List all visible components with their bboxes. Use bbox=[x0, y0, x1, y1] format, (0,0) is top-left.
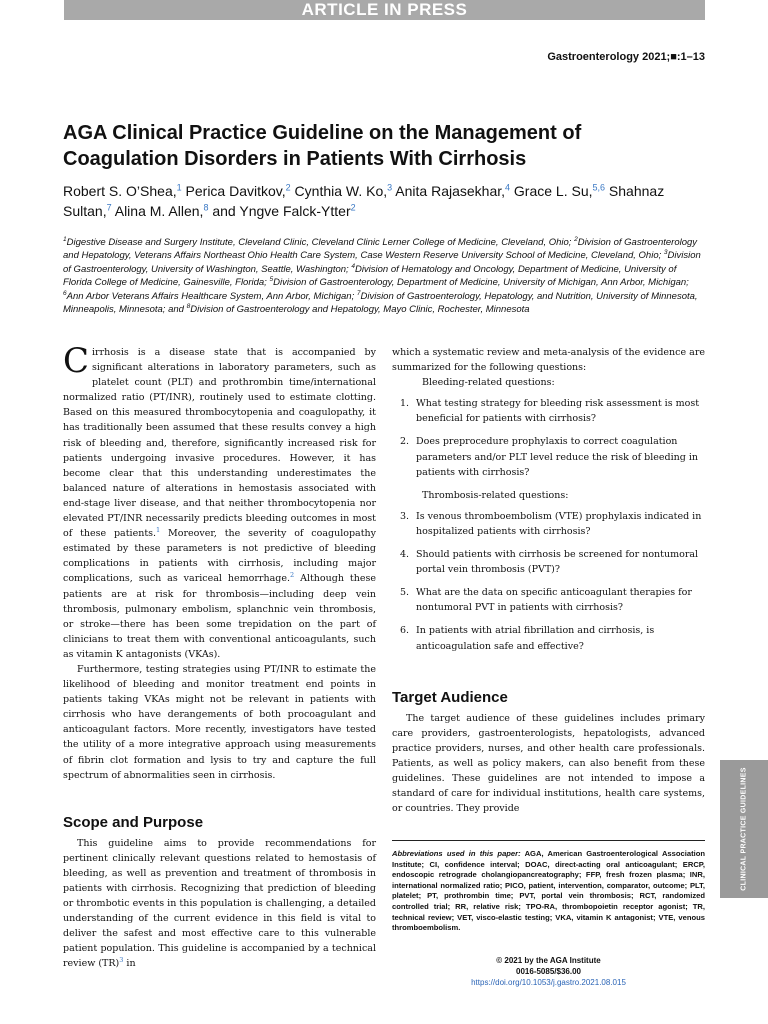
question-text: What are the data on specific anticoagulant therapies for nontumoral PVT in patients with cirrhosis? bbox=[416, 587, 692, 614]
article-in-press-banner: ARTICLE IN PRESS bbox=[64, 0, 705, 20]
question-text: In patients with atrial fibrillation and cirrhosis, is anticoagulation safe and effective? bbox=[416, 625, 655, 652]
copyright-line: © 2021 by the AGA Institute bbox=[496, 956, 601, 965]
intro-text-b: Moreover, the severity of coagulopathy estimated by these parameters is not predictive of bleeding complications in patients with cirrhosis, including major complications, such as variceal hemorrhage. bbox=[63, 528, 376, 585]
scope-text-b: in bbox=[123, 958, 136, 970]
question-item bbox=[392, 396, 705, 426]
questions-intro: which a systematic review and meta-analysis of the evidence are summarized for the following questions: bbox=[392, 347, 705, 374]
question-number: 6. bbox=[400, 625, 410, 637]
affiliation-text: Division of Gastroenterology and Hepatology, Veterans Affairs Northeast Ohio Health Care System, Case Western Reserve University School of Medicine, Cleveland, Ohio; bbox=[63, 237, 698, 262]
affiliation-number: 5 bbox=[269, 276, 274, 284]
abbreviations-lead: Abbreviations used in this paper: bbox=[392, 849, 521, 858]
intro-text-a: irrhosis is a disease state that is accompanied by significant alterations in laboratory parameters, such as platelet count (PLT) and prothrombin time/international normalized ratio (PT/INR), routinely used to estimate clotting. Based on this measured thrombocytopenia and coagulopathy, it has traditionally been assumed that these results convey a high risk of bleeding and, therefore, significantly increased risk for patients undergoing invasive procedures. However, it has become clear that this understanding underestimates the balanced nature of alterations in hemostasis associated with end-stage liver disease, and that neither thrombocytopenia nor elevated PT/INR necessarily predicts bleeding outcomes in most of these patients. bbox=[63, 347, 376, 540]
question-number: 3. bbox=[400, 510, 410, 522]
article-title: AGA Clinical Practice Guideline on the Management of Coagulation Disorders in Patients With Cirrhosis bbox=[63, 122, 582, 170]
author-affiliation-ref[interactable]: 5,6 bbox=[592, 182, 606, 193]
citation-2[interactable]: 2 bbox=[289, 571, 295, 580]
side-tab-label: CLINICAL PRACTICE GUIDELINES bbox=[740, 767, 748, 891]
author-name: Alina M. Allen, bbox=[114, 203, 204, 219]
affiliation-number: 4 bbox=[351, 262, 355, 270]
intro-paragraph-1 bbox=[63, 341, 376, 662]
section-side-tab bbox=[720, 760, 768, 898]
author-name: Cynthia W. Ko, bbox=[294, 183, 388, 199]
scope-heading: Scope and Purpose bbox=[63, 813, 204, 831]
question-text: What testing strategy for bleeding risk assessment is most beneficial for patients with cirrhosis? bbox=[416, 398, 700, 425]
copyright-block bbox=[392, 955, 705, 988]
affiliation-number: 2 bbox=[574, 235, 578, 243]
bleeding-question-list bbox=[392, 396, 705, 479]
left-column bbox=[63, 341, 376, 972]
issn-price: 0016-5085/$36.00 bbox=[516, 967, 581, 976]
author-affiliation-ref[interactable]: 2 bbox=[350, 202, 356, 213]
author-name: Anita Rajasekhar, bbox=[395, 183, 506, 199]
author-name: Grace L. Su, bbox=[513, 183, 593, 199]
target-audience-heading: Target Audience bbox=[392, 688, 508, 706]
affiliation-number: 3 bbox=[663, 249, 668, 257]
author bbox=[115, 203, 209, 219]
journal-citation: Gastroenterology 2021;■:1–13 bbox=[547, 51, 705, 63]
affiliation-number: 6 bbox=[63, 289, 67, 297]
author-name: and Yngve Falck-Ytter bbox=[212, 203, 351, 219]
affiliation-text: Digestive Disease and Surgery Institute, Cleveland Clinic, Cleveland Clinic Lerner College of Medicine, Cleveland, Ohio; bbox=[66, 237, 572, 248]
question-number: 4. bbox=[400, 549, 410, 561]
author-affiliation-ref[interactable]: 2 bbox=[285, 182, 291, 193]
question-item bbox=[392, 585, 705, 615]
affiliations bbox=[63, 236, 705, 316]
author-affiliation-ref[interactable]: 4 bbox=[505, 182, 511, 193]
intro-paragraph-2: Furthermore, testing strategies using PT/INR to estimate the likelihood of bleeding and monitor treatment end points in patients taking VKAs might not be relevant in patients with cirrhosis who have derangements of both procoagulant and anticoagulant factors. More recently, investigators have tested the utility of a more integrative approach using measurements of fibrin clot formation and lysis to try and capture the full spectrum of abnormalities seen in cirrhosis. bbox=[63, 663, 376, 781]
scope-paragraph bbox=[63, 836, 376, 972]
question-text: Should patients with cirrhosis be screened for nontumoral portal vein thrombosis (PVT)? bbox=[416, 549, 699, 576]
author-name: Robert S. O’Shea, bbox=[63, 183, 177, 199]
question-number: 5. bbox=[400, 587, 410, 599]
intro-text-c: Although these patients are at risk for thrombosis—including deep vein thrombosis, pulmonary embolism, splanchnic vein thrombosis, or stroke—there has been some trepidation on the part of clinicians to treat them with conventional anticoagulants, such as vitamin K antagonists (VKAs). bbox=[63, 573, 376, 660]
author-affiliation-ref[interactable]: 7 bbox=[106, 202, 112, 213]
author-affiliation-ref[interactable]: 8 bbox=[203, 202, 209, 213]
author bbox=[295, 183, 393, 199]
citation-1[interactable]: 1 bbox=[156, 525, 161, 534]
author bbox=[212, 203, 355, 219]
question-text: Is venous thromboembolism (VTE) prophylaxis indicated in hospitalized patients with cirrhosis? bbox=[416, 510, 702, 537]
affiliation-text: Division of Gastroenterology, Department of Medicine, University of Michigan, Ann Arbor, Michigan; bbox=[273, 277, 689, 289]
author bbox=[395, 183, 510, 199]
drop-cap: C bbox=[63, 341, 90, 381]
doi-link[interactable]: https://doi.org/10.1053/j.gastro.2021.08.015 bbox=[471, 978, 626, 987]
author bbox=[186, 183, 291, 199]
question-item bbox=[392, 623, 705, 653]
author bbox=[514, 183, 605, 199]
question-text: Does preprocedure prophylaxis to correct coagulation parameters and/or PLT level reduce the risk of bleeding in patients with cirrhosis? bbox=[416, 436, 699, 478]
affiliation-text: Division of Gastroenterology, Hepatology, and Nutrition, University of Minnesota, Minneapolis, Minnesota; and bbox=[63, 290, 698, 316]
abbreviations-footnote bbox=[392, 840, 705, 934]
question-item bbox=[392, 434, 705, 479]
abbreviations-text: AGA, American Gastroenterological Association Institute; CI, confidence interval; DOAC, direct-acting oral anticoagulant; ERCP, endoscopic retrograde cholangiopancreatography; FFP, fresh frozen plasma; INR, international normalized ratio; PICO, patient, intervention, comparator, outcome; PLT, platelet; PT, prothrombin time; PVT, portal vein thrombosis; RCT, randomized controlled trial; RR, relative risk; TPO-RA, thrombopoietin receptor agonist; TR, technical review; VET, visco-elastic testing; VKA, vitamin K antagonist; VTE, venous thromboembolism. bbox=[392, 849, 705, 933]
author-name: Perica Davitkov, bbox=[185, 183, 286, 199]
target-audience-paragraph: The target audience of these guidelines includes primary care providers, gastroenterologists, hepatologists, advanced practice providers, nurses, and other health care professionals. Patients, as well as policy makers, can also benefit from these guidelines. These guidelines are not intended to impose a standard of care for individual institutions, health care systems, or countries. They provide bbox=[392, 712, 705, 815]
scope-text-a: This guideline aims to provide recommendations for pertinent clinically relevant questions related to hemostasis of bleeding, as well as prevention and treatment of thrombosis in patients with cirrhosis. Recognizing that prediction of bleeding or thrombotic events in this population is challenging, a detailed understanding of the current evidence in this field is vital to deliver the safest and most effective care to this vulnerable patient population. This guideline is accompanied by a technical review (TR) bbox=[63, 837, 376, 970]
affiliation-number: 1 bbox=[63, 235, 67, 243]
question-number: 1. bbox=[400, 398, 410, 410]
right-column bbox=[392, 345, 705, 816]
author bbox=[63, 183, 182, 199]
affiliation-text: Division of Hematology and Oncology, Department of Medicine, University of Florida College of Medicine, Gainesville, Florida; bbox=[63, 263, 677, 289]
question-item bbox=[392, 547, 705, 577]
affiliation-text: Division of Gastroenterology and Hepatology, Mayo Clinic, Rochester, Minnesota bbox=[190, 304, 530, 316]
affiliation-number: 8 bbox=[186, 302, 191, 310]
bleeding-questions-heading: Bleeding-related questions: bbox=[422, 377, 555, 389]
affiliation-text: Ann Arbor Veterans Affairs Healthcare System, Ann Arbor, Michigan; bbox=[66, 290, 355, 302]
affiliation-text: Division of Gastroenterology, University of Washington, Seattle, Washington; bbox=[63, 250, 701, 275]
thrombosis-questions-heading: Thrombosis-related questions: bbox=[422, 489, 569, 501]
question-item bbox=[392, 509, 705, 539]
author-name: Shahnaz Sultan, bbox=[63, 183, 665, 219]
citation-3[interactable]: 3 bbox=[119, 956, 124, 965]
affiliation-number: 7 bbox=[356, 289, 361, 297]
thrombosis-question-list bbox=[392, 509, 705, 654]
author-affiliation-ref[interactable]: 1 bbox=[176, 182, 182, 193]
author-list bbox=[63, 181, 703, 221]
question-number: 2. bbox=[400, 436, 410, 448]
author-affiliation-ref[interactable]: 3 bbox=[387, 182, 393, 193]
